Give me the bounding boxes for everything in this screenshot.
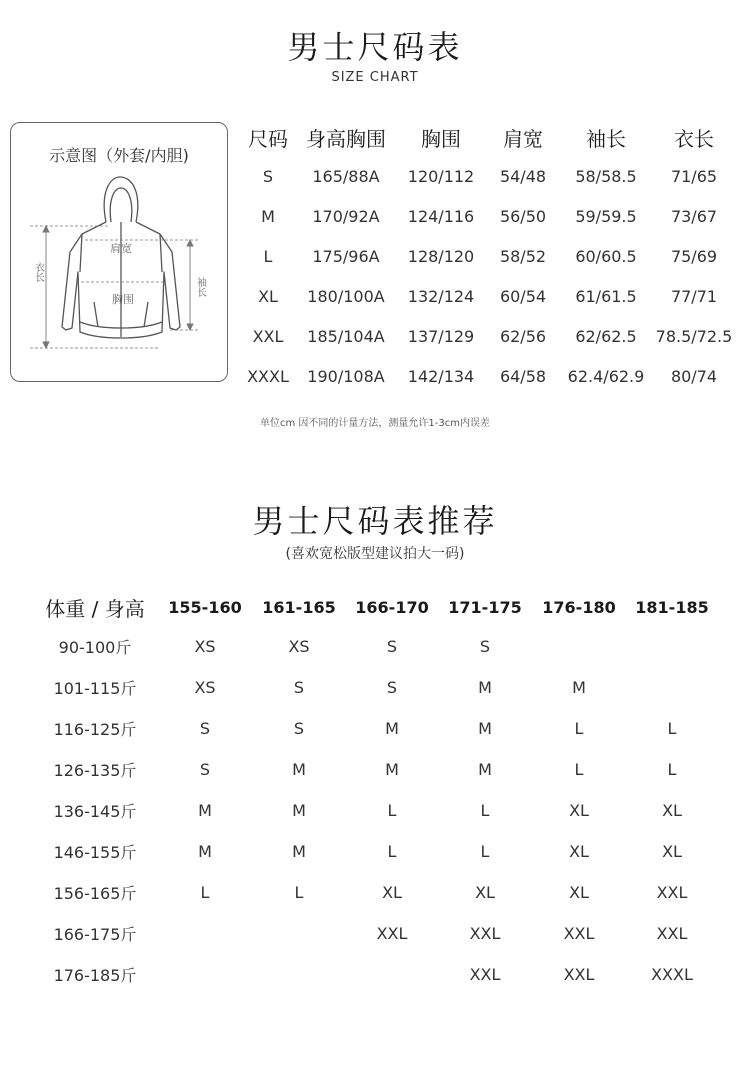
recommend-row-cell: L [200,883,210,902]
size-chart-subtitle: SIZE CHART [331,70,419,85]
size-row-cell: 62/56 [499,326,547,346]
hood-inner [110,188,132,222]
size-table [242,118,738,396]
recommend-row-cell [252,954,346,995]
size-row-cell: 165/88A [312,166,380,186]
size-row [242,236,738,276]
recommend-row-cell: L [667,719,677,738]
recommend-row-cell: XXXL [651,965,693,984]
size-row-cell: 124/116 [407,206,475,226]
size-row-cell: 58/52 [499,246,547,266]
recommend-row-cell: S [293,719,305,738]
recommend-row-label: 101-115斤 [53,679,137,698]
recommend-row-cell: XL [569,842,589,861]
size-row-label: XL [258,286,278,306]
recommend-row-cell: M [478,760,492,779]
header-height-range: 171-175 [448,597,522,617]
recommend-row-cell: XXL [563,965,595,984]
size-row-cell: 132/124 [407,286,475,306]
size-row-cell: 80/74 [670,366,718,386]
size-row-cell: 170/92A [312,206,380,226]
recommend-row-cell: M [198,801,212,820]
recommend-row [32,831,718,872]
recommend-row-cell: M [292,760,306,779]
recommend-row-cell: S [386,678,398,697]
recommend-title: 男士尺码表推荐 [252,502,498,540]
size-row-cell: 190/108A [307,366,385,386]
length-label: 衣长 [32,262,44,282]
header-height-range: 161-165 [262,597,336,617]
recommend-row-cell [346,954,438,995]
recommend-row [32,749,718,790]
size-row-cell: 75/69 [670,246,718,266]
header-sleeve: 袖长 [586,126,626,151]
size-row-label: M [261,206,275,226]
recommend-row-cell: XXL [656,883,688,902]
recommend-row-cell: M [292,801,306,820]
header-height-range: 166-170 [355,597,429,617]
size-row-cell: 56/50 [499,206,547,226]
recommend-row-cell: M [478,719,492,738]
recommend-row-cell: S [293,678,305,697]
header-height-range: 176-180 [542,597,616,617]
recommend-row-cell: M [385,760,399,779]
size-row [242,276,738,316]
recommend-table-header [32,588,718,626]
recommend-row-cell: M [385,719,399,738]
size-table-header [242,118,738,156]
size-row-cell: 59/59.5 [575,206,637,226]
recommend-row-label: 136-145斤 [53,802,137,821]
recommend-row-cell: XXL [656,924,688,943]
size-row-cell: 61/61.5 [575,286,637,306]
size-row-label: XXXL [247,366,289,386]
recommend-row-cell [626,626,718,667]
recommend-row-cell: L [574,719,584,738]
header-weight-height: 体重 / 身高 [45,596,145,621]
recommend-row [32,667,718,708]
size-row-cell: 73/67 [670,206,718,226]
recommend-row-cell: XL [662,842,682,861]
recommend-row-label: 90-100斤 [58,638,132,657]
recommend-row-cell: XL [382,883,402,902]
size-row-cell: 58/58.5 [575,166,637,186]
recommend-table [32,588,718,995]
size-row-label: L [263,246,273,266]
sleeve-seam-left [80,234,82,272]
size-row-cell: 77/71 [670,286,718,306]
recommend-row [32,790,718,831]
size-row [242,196,738,236]
recommend-row-cell: S [199,719,211,738]
size-row-cell: 180/100A [307,286,385,306]
recommend-row-cell: XL [569,883,589,902]
hood-outline [104,177,138,222]
recommend-row-cell: L [387,842,397,861]
recommend-row-cell: S [199,760,211,779]
recommend-subtitle: (喜欢宽松版型建议拍大一码) [285,546,465,562]
header-shoulder: 肩宽 [503,126,543,151]
size-row-cell: 71/65 [670,166,718,186]
recommend-row-cell: M [478,678,492,697]
size-row-cell: 60/54 [499,286,547,306]
size-row-cell: 64/58 [499,366,547,386]
size-row-cell: 128/120 [407,246,475,266]
recommend-row [32,913,718,954]
size-row-cell: 142/134 [407,366,475,386]
header-length: 衣长 [674,126,714,151]
recommend-row-cell: XL [569,801,589,820]
recommend-row-cell [158,954,252,995]
size-row-cell: 137/129 [407,326,475,346]
size-row-cell: 54/48 [499,166,547,186]
recommend-row-label: 146-155斤 [53,843,137,862]
recommend-row-cell: XL [662,801,682,820]
recommend-row-label: 126-135斤 [53,761,137,780]
pocket-right [144,302,148,327]
recommend-row [32,954,718,995]
recommend-row-cell: XL [475,883,495,902]
header-size: 尺码 [248,126,288,151]
size-row-cell: 120/112 [407,166,475,186]
recommend-row-cell: XS [288,637,310,656]
recommend-row [32,708,718,749]
size-row-cell: 175/96A [312,246,380,266]
size-row [242,356,738,396]
size-row-cell: 185/104A [307,326,385,346]
size-chart-title: 男士尺码表 [287,28,463,66]
recommend-row-cell: S [479,637,491,656]
size-row-cell: 78.5/72.5 [655,326,733,346]
recommend-row-cell [626,667,718,708]
recommend-row-label: 156-165斤 [53,884,137,903]
recommend-row-cell: L [574,760,584,779]
sleeve-label: 袖长 [194,277,206,297]
recommend-row-cell [158,913,252,954]
header-height-range: 181-185 [635,597,709,617]
recommend-row-cell: XS [194,637,216,656]
size-row-label: XXL [252,326,284,346]
header-height-chest: 身高胸围 [306,126,386,151]
recommend-row-cell: M [198,842,212,861]
recommend-row-cell: L [480,801,490,820]
recommend-row-label: 116-125斤 [53,720,137,739]
recommend-row-label: 166-175斤 [53,925,137,944]
recommend-row-cell: XXL [469,924,501,943]
recommend-row-cell [532,626,626,667]
recommend-row-cell: XXL [376,924,408,943]
recommend-row-label: 176-185斤 [53,966,137,985]
shoulder-label: 肩宽 [110,242,132,255]
recommend-row [32,872,718,913]
header-height-range: 155-160 [168,597,242,617]
recommend-row-cell [252,913,346,954]
recommend-row-cell: XS [194,678,216,697]
recommend-row [32,626,718,667]
size-row-label: S [262,166,274,186]
recommend-row-cell: L [480,842,490,861]
recommend-row-cell: M [572,678,586,697]
recommend-row-cell: XXL [563,924,595,943]
recommend-row-cell: S [386,637,398,656]
size-row [242,156,738,196]
recommend-row-cell: L [667,760,677,779]
measurement-note: 单位cm 因不同的计量方法，测量允许1-3cm内误差 [260,418,490,429]
recommend-row-cell: XXL [469,965,501,984]
size-row-cell: 62/62.5 [575,326,637,346]
recommend-row-cell: M [292,842,306,861]
pocket-left [94,302,98,327]
recommend-row-cell: L [294,883,304,902]
size-row-cell: 60/60.5 [575,246,637,266]
size-row-cell: 62.4/62.9 [567,366,645,386]
recommend-row-cell: L [387,801,397,820]
size-row [242,316,738,356]
chest-label: 胸围 [112,293,134,306]
jacket-illustration [10,122,228,382]
diagram-caption: 示意图（外套/内胆) [49,146,189,165]
header-chest: 胸围 [421,126,461,151]
